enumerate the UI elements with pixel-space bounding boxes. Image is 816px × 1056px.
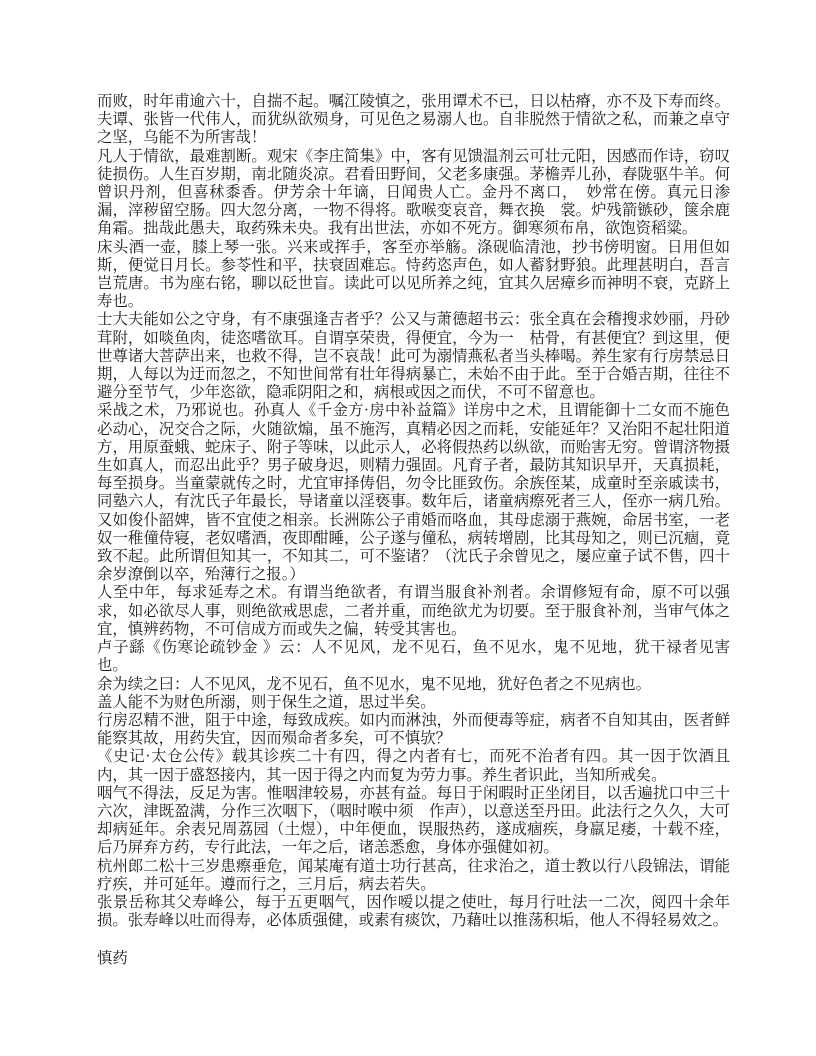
- paragraph: 《史记·太仓公传》载其诊疾二十有四，得之内者有七，而死不治者有四。其一因于饮酒且内，其一因于盛怒接内，其一因于得之内而复为劳力事。养生者识此，当知所戒矣。: [97, 748, 730, 784]
- paragraph: 咽气不得法，反足为害。惟咽津较易，亦甚有益。每日于闲暇时正坐闭目，以舌遍扰口中三十六次，津既盈满，分作三次咽下，（咽时喉中须 作声），以意送至丹田。此法行之久久，大可却病延年。余表兄周荔园（土煜），中年便血，误服热药，遂成痼疾，身羸足痿，十载不痊，后乃屏弃方药，专行此法，一年之后，诸恙悉愈，身体亦强健如初。: [97, 784, 730, 857]
- paragraph: 人至中年，每求延寿之术。有谓当绝欲者，有谓当服食补剂者。余谓修短有命，原不可以强求，如必欲尽人事，则绝欲戒思虑，二者并重，而绝欲尤为切要。至于服食补剂，当审气体之宜，慎辨药物，不可信成方而或失之偏，转受其害也。: [97, 584, 730, 638]
- paragraph: 床头酒一壶，膝上琴一张。兴来或挥手，客至亦举觞。涤砚临清池，抄书傍明窗。日用但如斯，便觉日月长。参苓性和平，扶衰固难忘。恃药恣声色，如人蓄豺野狼。此理甚明白，吾言岂荒唐。书为座右铭，聊以砭世盲。读此可以见所养之纯，宜其久居瘴乡而神明不衰，克跻上寿也。: [97, 238, 730, 311]
- paragraph: 杭州郎二松十三岁患瘵垂危，闻某庵有道士功行甚高，往求治之，道士教以行八段锦法，谓能疗疾，并可延年。遵而行之，三月后，病去若失。: [97, 857, 730, 893]
- paragraph: 余为续之曰：人不见风，龙不见石，鱼不见水，鬼不见地，犹好色者之不见病也。: [97, 675, 652, 693]
- paragraph: 采战之术，乃邪说也。孙真人《千金方·房中补益篇》详房中之术，且谓能御十二女而不施色必动心，况交合之际，火随欲煽，虽不施泻，真精必因之而耗，安能延年？又治阳不起壮阳道方，用原蚕蛾、蛇床子、附子等味，以此示人，必将假热药以纵欲，而贻害无穷。曾谓济物摄生如真人，而忍出此乎？男子破身迟，则精力强固。凡育子者，最防其知识早开，天真损耗，每至损身。当童蒙就传之时，尤宜审择俦侣，勿令比匪致伤。余族侄某，成童时至亲戚读书，同塾六人，有沈氏子年最长，导诸童以淫亵事。数年后，诸童病瘵死者三人，侄亦一病几殆。又如俊仆韶婢，皆不宜使之相亲。长洲陈公子甫婚而咯血，其母虑溺于燕婉，命居书室，一老奴一稚僮侍寝，老奴嗜酒，夜即酣睡，公子遂与僮私，病转增剧，比其母知之，则已沉痼，竟致不起。此所谓但知其一，不知其二，可不鉴诸？（沈氏子余曾见之，屡应童子试不售，四十余岁潦倒以卒，殆薄行之报。）: [97, 402, 730, 584]
- paragraph: 凡人于情欲，最难割断。观宋《李庄简集》中，客有见馈温剂云可壮元阳，因感而作诗，窃叹徒损伤。人生百岁期，南北随炎凉。君看田野间，父老多康强。茅檐弄儿孙，春陇驱牛羊。何曾识丹剂，但喜秫黍香。伊芳余十年谪，日闻贵人亡。金丹不离口， 妙常在傍。真元日渗漏，滓秽留空肠。四大忽分离，一物不得将。歌喉变哀音，舞衣换 裳。炉残箭镞砂，箧余鹿角霜。拙哉此愚夫，取药殊未央。我有出世法，亦如不死方。御寒须布帛，欲饱资稻粱。: [97, 147, 730, 238]
- paragraph: 行房忍精不泄，阻于中途，每致成疾。如内而淋浊，外而便毒等症，病者不自知其由，医者鲜能察其故，用药失宜，因而殒命者多矣，可不慎欤？: [97, 711, 730, 748]
- paragraph: 盖人能不为财色所溺，则于保生之道，思过半矣。: [97, 693, 436, 711]
- paragraph: 士大夫能如公之守身，有不康强逢吉者乎？公又与萧德超书云：张全真在会稽搜求妙丽，丹砂茸附，如啖鱼肉，徒恣嗜欲耳。自谓享荣贵，得便宜，今为一 枯骨，有甚便宜？到这里，便世尊诸大菩萨出来，也救不得，岂不哀哉！此可为溺情燕私者当头棒喝。养生家有行房禁忌日期，人每以为迂而忽之，不知世间常有壮年得病暴亡，未始不由于此。至于合婚吉期，往往不避分至节气，少年恣欲，隐乖阴阳之和，病根或因之而伏，不可不留意也。: [97, 311, 730, 402]
- paragraph: 而败，时年甫逾六十，自揣不起。嘱江陵慎之，张用谭术不已，日以枯瘠，亦不及下寿而终。夫谭、张皆一代伟人，而犹纵欲殒身，可见色之易溺人也。自非脱然于情欲之私，而兼之卓守之坚，乌能不为所害哉！: [97, 93, 730, 147]
- paragraph: 张景岳称其父寿峰公，每于五更咽气，因作嗳以提之使吐，每月行吐法一二次，阅四十余年损。张寿峰以吐而得寿，必体质强健，或素有痰饮，乃藉吐以推荡积垢，他人不得轻易效之。: [97, 893, 730, 930]
- section-heading: 慎药: [97, 950, 128, 968]
- paragraph: 卢子繇《伤寒论疏钞金 》云：人不见风，龙不见石，鱼不见水，鬼不见地，犹干禄者见害也。: [97, 639, 730, 675]
